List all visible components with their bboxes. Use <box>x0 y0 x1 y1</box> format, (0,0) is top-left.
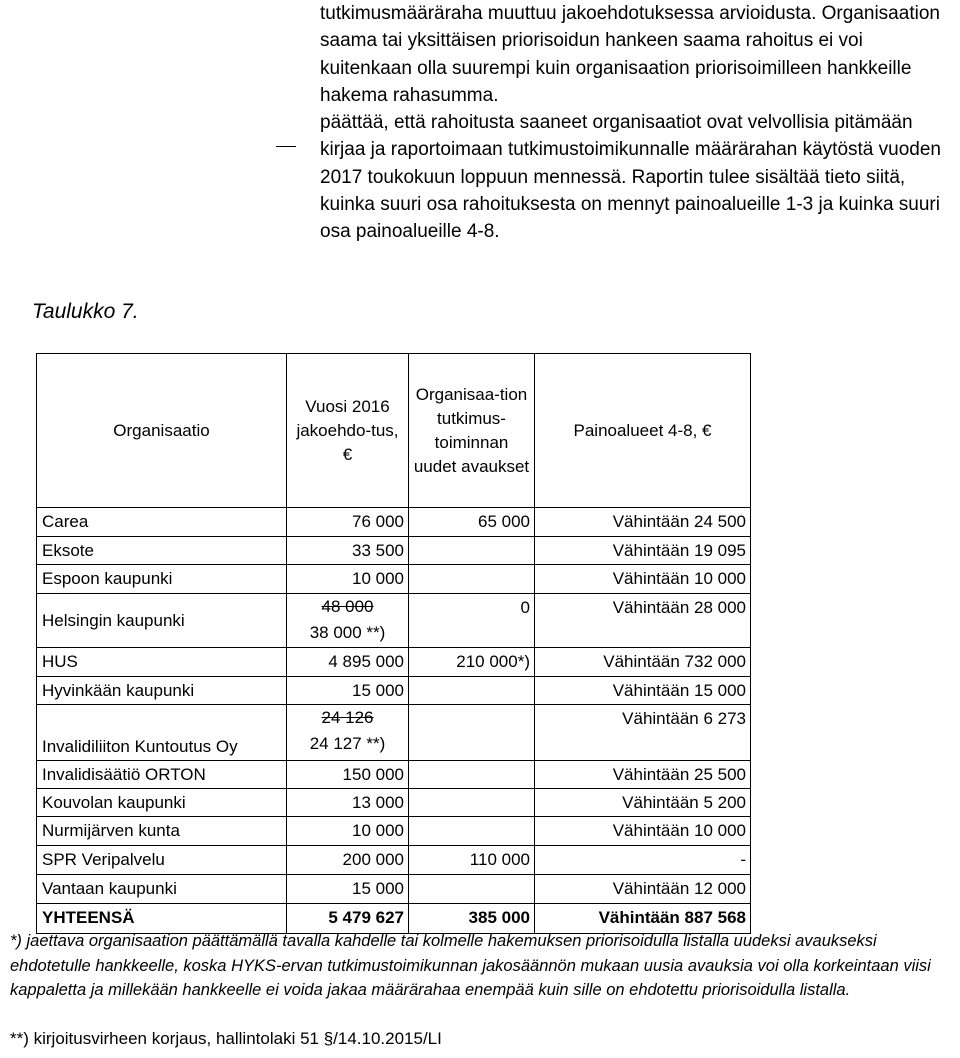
cell-focus-areas: Vähintään 24 500 <box>535 508 751 537</box>
total-label: YHTEENSÄ <box>37 904 287 934</box>
cell-organisation: Espoon kaupunki <box>37 565 287 594</box>
cell-organisation: Carea <box>37 508 287 537</box>
cell-year-2016: 15 000 <box>287 677 409 705</box>
table-row <box>37 875 751 904</box>
table-row <box>37 789 751 817</box>
header-organisation: Organisaatio <box>37 354 287 508</box>
cell-new-openings <box>409 817 535 846</box>
cell-focus-areas: Vähintään 10 000 <box>535 817 751 846</box>
total-year-2016: 5 479 627 <box>287 904 409 934</box>
cell-new-openings <box>409 875 535 904</box>
cell-new-openings <box>409 789 535 817</box>
cell-year-2016: 4 895 000 <box>287 648 409 677</box>
total-focus-areas: Vähintään 887 568 <box>535 904 751 934</box>
cell-organisation: Invalidiliiton Kuntoutus Oy <box>37 705 287 761</box>
cell-organisation: Eksote <box>37 537 287 565</box>
paragraph-reporting-obligation: päättää, että rahoitusta saaneet organisaatiot ovat velvollisia pitämään kirjaa ja raportoimaan tutkimustoimikunnalle määrärahan käytöstä vuoden 2017 toukokuun loppuun mennessä. Raportin tulee sisältää tieto siitä, kuinka suuri osa rahoituksesta on mennyt painoalueille 1-3 ja kuinka suuri osa painoalueille 4-8. <box>320 112 941 243</box>
cell-organisation: HUS <box>37 648 287 677</box>
cell-new-openings: 65 000 <box>409 508 535 537</box>
cell-year-2016: 15 000 <box>287 875 409 904</box>
cell-focus-areas: Vähintään 6 273 <box>535 705 751 761</box>
table-row <box>37 761 751 789</box>
cell-year-2016: 33 500 <box>287 537 409 565</box>
header-year-2016: Vuosi 2016 jakoehdo-tus, € <box>287 354 409 508</box>
cell-year-2016: 10 000 <box>287 565 409 594</box>
cell-year-2016: 200 000 <box>287 846 409 875</box>
list-dash <box>276 146 296 147</box>
cell-organisation: Helsingin kaupunki <box>37 594 287 648</box>
cell-focus-areas: Vähintään 15 000 <box>535 677 751 705</box>
table-row <box>37 817 751 846</box>
corrected-value: 24 127 **) <box>309 734 386 753</box>
footnote-asterisk: *) jaettava organisaation päättämällä tavalla kahdelle tai kolmelle hakemuksen priorisoidulla listalla uudeksi avaukseksi ehdotetulle hankkeelle, koska HYKS-ervan tutkimustoimikunnan jakosäännön mukaan uusia avauksia voi olla korkeintaan viisi kappaletta ja millekään hankkeelle ei voida jakaa määrärahaa enempää kuin sille on ehdotettu priorisoidulla listalla. <box>10 932 931 999</box>
corrected-value: 38 000 **) <box>309 623 386 642</box>
cell-organisation: Nurmijärven kunta <box>37 817 287 846</box>
header-new-openings: Organisaa-tion tutkimus-toiminnan uudet avaukset <box>409 354 535 508</box>
cell-focus-areas: - <box>535 846 751 875</box>
cell-new-openings <box>409 565 535 594</box>
cell-new-openings <box>409 705 535 761</box>
cell-organisation: SPR Veripalvelu <box>37 846 287 875</box>
struck-value: 24 126 <box>321 708 374 727</box>
cell-focus-areas: Vähintään 10 000 <box>535 565 751 594</box>
cell-organisation: Vantaan kaupunki <box>37 875 287 904</box>
table-row <box>37 705 751 761</box>
cell-year-2016: 76 000 <box>287 508 409 537</box>
cell-focus-areas: Vähintään 12 000 <box>535 875 751 904</box>
allocation-table <box>36 353 751 934</box>
cell-organisation: Hyvinkään kaupunki <box>37 677 287 705</box>
table-row <box>37 565 751 594</box>
cell-year-2016: 13 000 <box>287 789 409 817</box>
cell-new-openings <box>409 537 535 565</box>
paragraph-funding-limits: tutkimusmääräraha muuttuu jakoehdotuksessa arvioidusta. Organisaation saama tai yksittäisen priorisoidun hankeen saama rahoitus ei voi kuitenkaan olla suurempi kuin organisaation priorisoimilleen hankkeille hakema rahasumma. <box>320 3 940 106</box>
cell-year-2016: 150 000 <box>287 761 409 789</box>
cell-focus-areas: Vähintään 5 200 <box>535 789 751 817</box>
cell-focus-areas: Vähintään 19 095 <box>535 537 751 565</box>
cell-new-openings: 0 <box>409 594 535 648</box>
cell-new-openings <box>409 761 535 789</box>
cell-organisation: Invalidisäätiö ORTON <box>37 761 287 789</box>
table-row <box>37 594 751 648</box>
table-row <box>37 677 751 705</box>
table-row <box>37 846 751 875</box>
cell-year-2016 <box>287 705 409 761</box>
cell-focus-areas: Vähintään 732 000 <box>535 648 751 677</box>
cell-year-2016: 10 000 <box>287 817 409 846</box>
footnote-double-asterisk: **) kirjoitusvirheen korjaus, hallintolaki 51 §/14.10.2015/LI <box>10 1029 442 1048</box>
cell-focus-areas: Vähintään 28 000 <box>535 594 751 648</box>
table-row <box>37 648 751 677</box>
header-focus-areas: Painoalueet 4-8, € <box>535 354 751 508</box>
total-new-openings: 385 000 <box>409 904 535 934</box>
struck-value: 48 000 <box>321 597 374 616</box>
cell-new-openings: 210 000*) <box>409 648 535 677</box>
table-row <box>37 537 751 565</box>
table-caption: Taulukko 7. <box>32 300 139 323</box>
cell-new-openings <box>409 677 535 705</box>
table-row <box>37 508 751 537</box>
cell-year-2016 <box>287 594 409 648</box>
cell-new-openings: 110 000 <box>409 846 535 875</box>
cell-focus-areas: Vähintään 25 500 <box>535 761 751 789</box>
cell-organisation: Kouvolan kaupunki <box>37 789 287 817</box>
